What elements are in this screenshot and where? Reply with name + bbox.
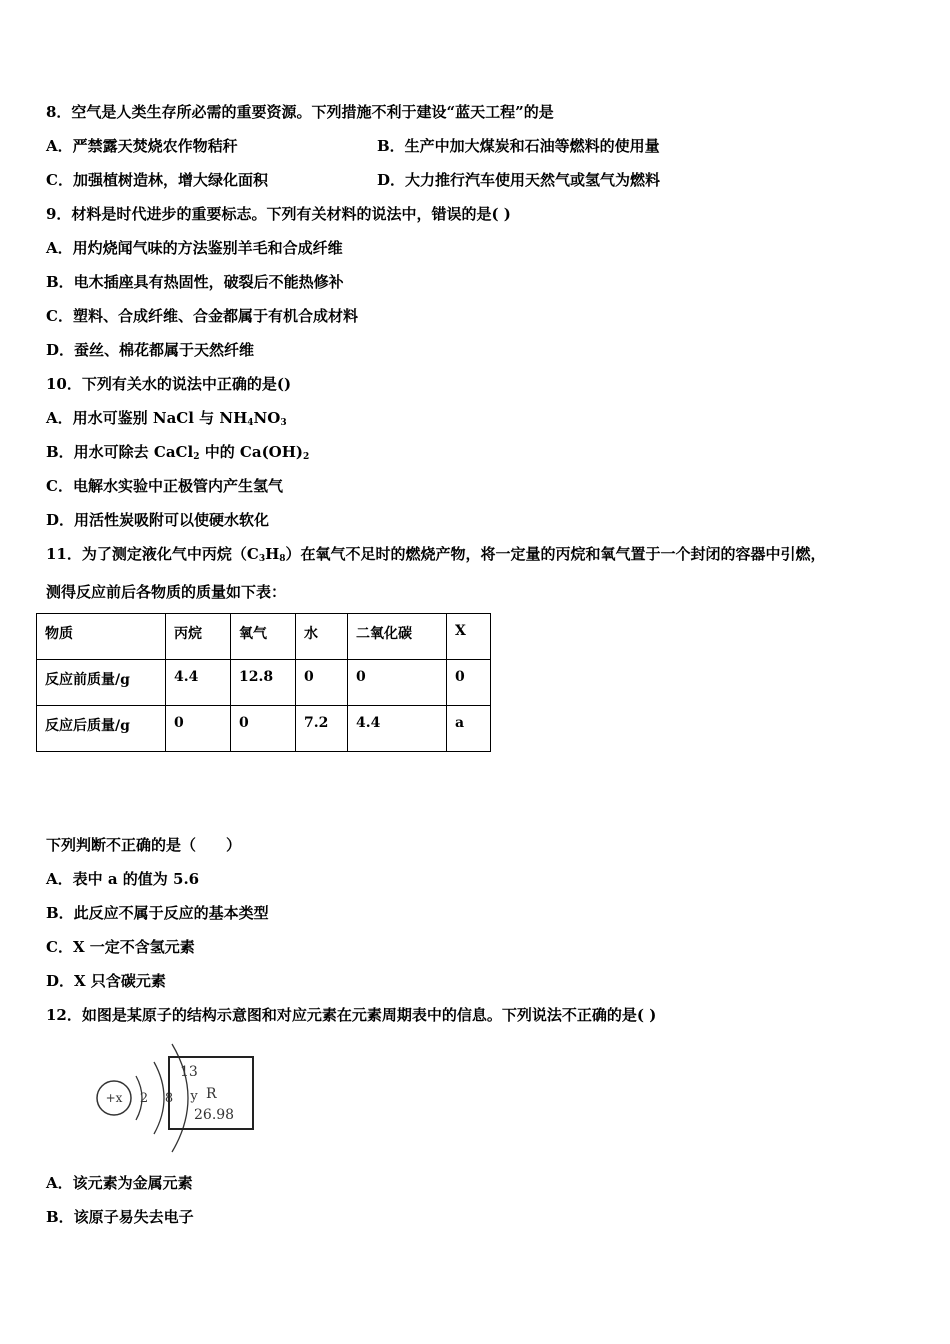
q9-option-d: D．蚕丝、棉花都属于天然纤维 bbox=[46, 341, 255, 359]
q10-stem: 10．下列有关水的说法中正确的是() bbox=[46, 375, 292, 393]
table-cell: 0 bbox=[166, 706, 231, 752]
q10-option-a: A．用水可鉴别 NaCl 与 $NH_4NO_3$ bbox=[46, 409, 287, 428]
table-row bbox=[37, 660, 491, 706]
table-cell: 二氧化碳 bbox=[348, 614, 447, 660]
q11-stem: 11．为了测定液化气中丙烷$(C_3H_8)$在氧气不足时的燃烧产物，将一定量的丙烷和氧气置于一个封闭的容器中引燃， bbox=[46, 545, 826, 564]
table-cell: 0 bbox=[296, 660, 348, 706]
table-cell: 反应前质量/g bbox=[37, 660, 166, 706]
q11-option-c: C．X 一定不含氢元素 bbox=[46, 938, 195, 956]
table-cell: X bbox=[447, 614, 491, 660]
table-cell: 氧气 bbox=[231, 614, 296, 660]
table-cell: 4.4 bbox=[166, 660, 231, 706]
q12-option-a: A．该元素为金属元素 bbox=[46, 1174, 193, 1192]
q9-stem: 9．材料是时代进步的重要标志。下列有关材料的说法中，错误的是( ) bbox=[46, 205, 511, 223]
q12-option-b: B．该原子易失去电子 bbox=[46, 1208, 194, 1226]
table-cell: 丙烷 bbox=[166, 614, 231, 660]
shell-2-electrons: 8 bbox=[164, 1091, 174, 1106]
table-cell: a bbox=[447, 706, 491, 752]
q10-option-b: B．用水可除去 CaCl$_2$ 中的 $Ca(OH)_2$ bbox=[46, 443, 310, 462]
q8-option-a: A．严禁露天焚烧农作物秸秆 bbox=[46, 137, 238, 155]
table-cell: 0 bbox=[348, 660, 447, 706]
table-cell: 0 bbox=[231, 706, 296, 752]
q11-question: 下列判断不正确的是（ ） bbox=[46, 836, 242, 854]
table-header-row bbox=[37, 614, 491, 660]
atomic-mass: 26.98 bbox=[194, 1107, 235, 1123]
q10-option-d: D．用活性炭吸附可以使硬水软化 bbox=[46, 511, 270, 529]
q11-stem-continued: 测得反应前后各物质的质量如下表： bbox=[46, 583, 287, 601]
mass-table bbox=[36, 613, 491, 752]
q8-option-d: D．大力推行汽车使用天然气或氢气为燃料 bbox=[377, 171, 661, 189]
table-cell: 7.2 bbox=[296, 706, 348, 752]
q10-option-c: C．电解水实验中正极管内产生氢气 bbox=[46, 477, 283, 495]
q11-option-a: A．表中 a 的值为 5.6 bbox=[46, 870, 200, 888]
q11-option-b: B．此反应不属于反应的基本类型 bbox=[46, 904, 269, 922]
table-cell: 水 bbox=[296, 614, 348, 660]
q12-stem: 12．如图是某原子的结构示意图和对应元素在元素周期表中的信息。下列说法不正确的是( ) bbox=[46, 1006, 657, 1024]
nucleus-label: +x bbox=[105, 1091, 123, 1105]
table-cell: 12.8 bbox=[231, 660, 296, 706]
q9-option-a: A．用灼烧闻气味的方法鉴别羊毛和合成纤维 bbox=[46, 239, 343, 257]
table-cell: 反应后质量/g bbox=[37, 706, 166, 752]
element-symbol: R bbox=[206, 1086, 217, 1102]
q8-option-c: C．加强植树造林，增大绿化面积 bbox=[46, 171, 268, 189]
q8-stem: 8．空气是人类生存所必需的重要资源。下列措施不利于建设“蓝天工程”的是 bbox=[46, 103, 554, 121]
q11-option-d: D．X 只含碳元素 bbox=[46, 972, 166, 990]
table-cell: 物质 bbox=[37, 614, 166, 660]
q8-option-b: B．生产中加大煤炭和石油等燃料的使用量 bbox=[377, 137, 660, 155]
atomic-number: 13 bbox=[180, 1064, 198, 1080]
table-row bbox=[37, 706, 491, 752]
electron-shell-2 bbox=[154, 1062, 164, 1134]
shell-3-electrons: y bbox=[190, 1089, 198, 1104]
periodic-table-cell bbox=[168, 1056, 254, 1130]
shell-1-electrons: 2 bbox=[139, 1091, 149, 1106]
q9-option-c: C．塑料、合成纤维、合金都属于有机合成材料 bbox=[46, 307, 358, 325]
table-cell: 0 bbox=[447, 660, 491, 706]
table-cell: 4.4 bbox=[348, 706, 447, 752]
q9-option-b: B．电木插座具有热固性，破裂后不能热修补 bbox=[46, 273, 344, 291]
